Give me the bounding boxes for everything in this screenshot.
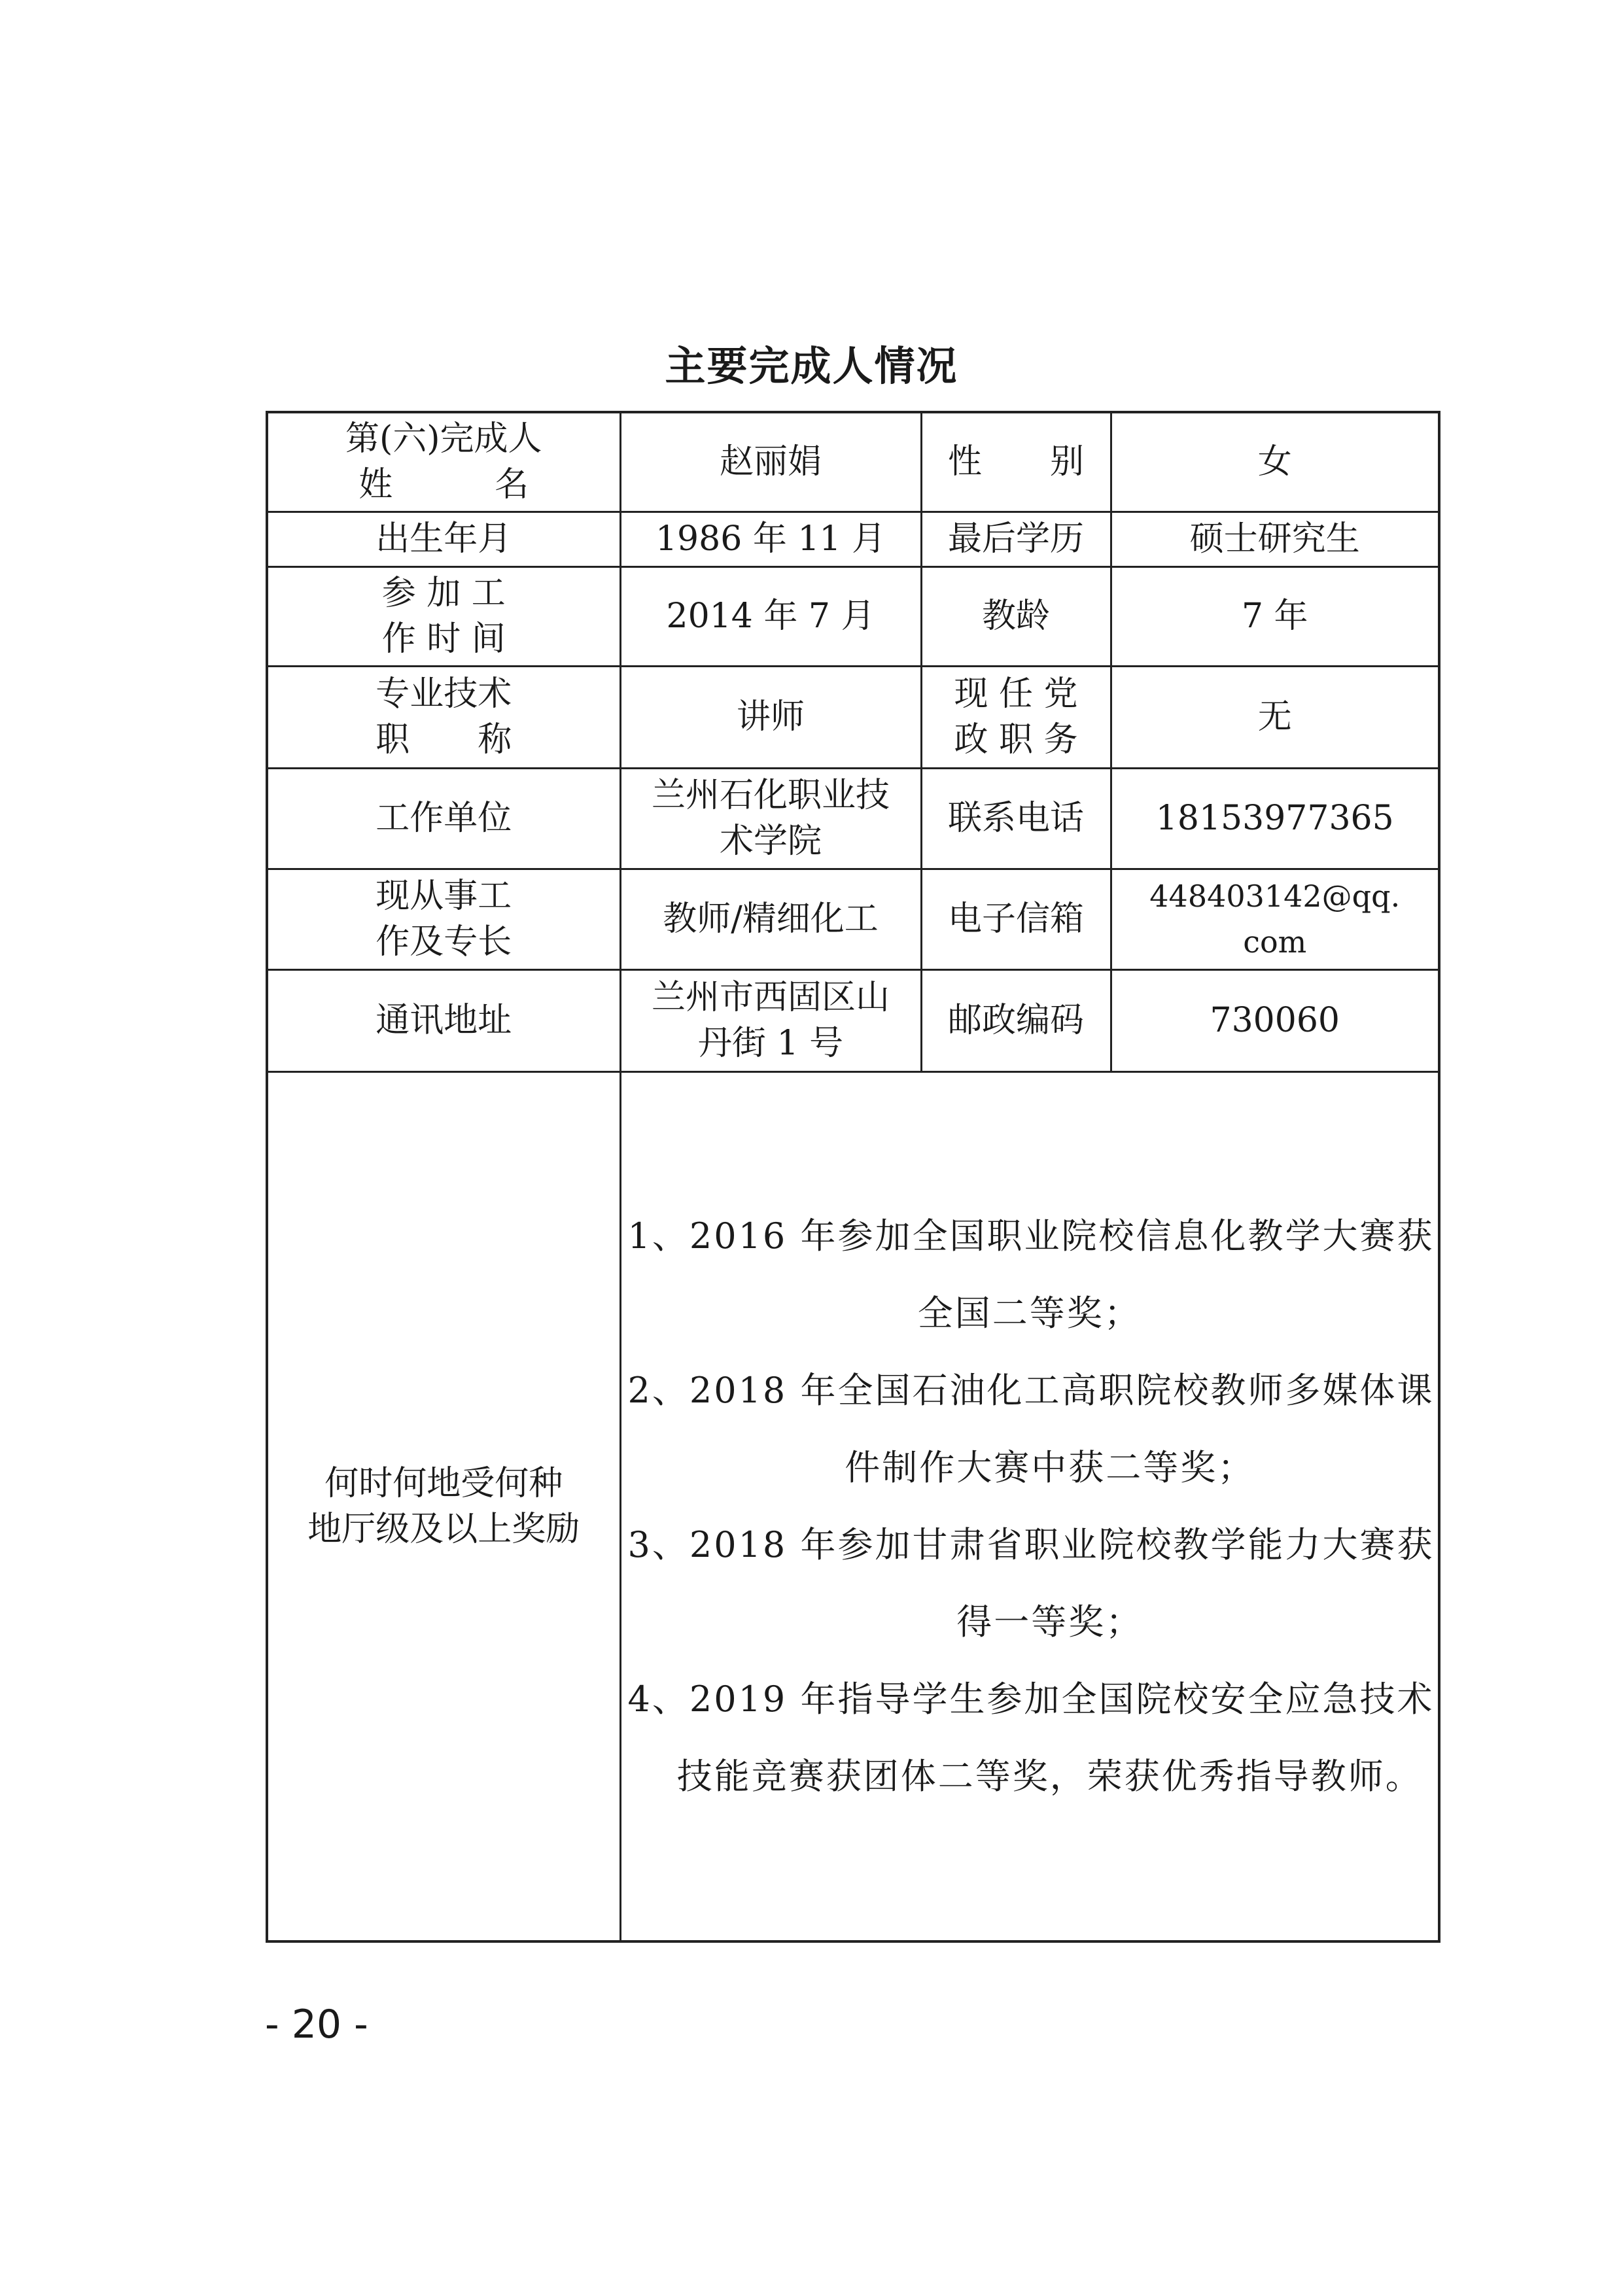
table-row	[267, 869, 1439, 969]
party-post-value: 无	[1111, 666, 1439, 768]
teaching-years-value: 7 年	[1111, 566, 1439, 666]
address-label: 通讯地址	[267, 969, 620, 1071]
award-line2: 得一等奖；	[956, 1601, 1143, 1643]
list-item	[627, 1198, 1435, 1352]
email-value: 448403142@qq. com	[1111, 869, 1439, 969]
awards-label-cell	[267, 1071, 620, 1941]
name-value: 赵丽娟	[620, 412, 921, 512]
name-label-line1: 第(六)完成人	[345, 419, 542, 459]
award-line2: 技能竞赛获团体二等奖，荣获优秀指导教师。	[676, 1755, 1423, 1797]
award-line1: 1、2016 年参加全国职业院校信息化教学大赛获	[627, 1215, 1435, 1257]
address-value-cell	[620, 969, 921, 1071]
personnel-info-table	[266, 411, 1440, 1943]
phone-label: 联系电话	[921, 768, 1111, 869]
awards-label-line1: 何时何地受何种	[324, 1463, 563, 1503]
work-start-label-cell	[267, 566, 620, 666]
work-start-value: 2014 年 7 月	[620, 566, 921, 666]
address-value-line2: 丹街 1 号	[697, 1024, 844, 1063]
party-post-label-line2: 政 职 务	[954, 720, 1078, 759]
employer-value-line1: 兰州石化职业技	[651, 776, 890, 815]
teaching-years-label: 教龄	[921, 566, 1111, 666]
page-number: - 20 -	[265, 2002, 368, 2047]
title-label-line1: 专业技术	[375, 674, 512, 714]
award-line2: 件制作大赛中获二等奖；	[845, 1446, 1255, 1488]
current-work-label-line1: 现从事工	[375, 877, 512, 916]
employer-value-line2: 术学院	[719, 822, 822, 861]
education-label: 最后学历	[921, 512, 1111, 566]
gender-value: 女	[1111, 412, 1439, 512]
phone-value: 18153977365	[1111, 768, 1439, 869]
award-list	[627, 1198, 1435, 1815]
title-label-line2: 职 称	[375, 720, 512, 759]
table-row	[267, 512, 1439, 566]
list-item	[627, 1661, 1435, 1815]
awards-label-line2: 地厅级及以上奖励	[307, 1509, 580, 1549]
gender-label: 性 别	[921, 412, 1111, 512]
party-post-label-cell	[921, 666, 1111, 768]
table-row	[267, 768, 1439, 869]
address-value-line1: 兰州市西固区山	[651, 978, 890, 1017]
current-work-label-line2: 作及专长	[375, 922, 512, 962]
awards-cell	[620, 1071, 1439, 1941]
page-title: 主要完成人情况	[665, 342, 958, 390]
work-start-label-line1: 参 加 工	[381, 574, 506, 613]
postcode-label: 邮政编码	[921, 969, 1111, 1071]
birth-label: 出生年月	[267, 512, 620, 566]
table-row	[267, 412, 1439, 512]
current-work-label-cell	[267, 869, 620, 969]
award-line1: 2、2018 年全国石油化工高职院校教师多媒体课	[627, 1369, 1435, 1411]
table-row	[267, 566, 1439, 666]
employer-label: 工作单位	[267, 768, 620, 869]
list-item	[627, 1352, 1435, 1506]
email-label: 电子信箱	[921, 869, 1111, 969]
list-item	[627, 1506, 1435, 1661]
award-line1: 3、2018 年参加甘肃省职业院校教学能力大赛获	[627, 1523, 1435, 1565]
name-label-line2: 姓 名	[358, 465, 529, 505]
table-row	[267, 666, 1439, 768]
award-line2: 全国二等奖；	[917, 1292, 1142, 1334]
employer-value-cell	[620, 768, 921, 869]
party-post-label-line1: 现 任 党	[954, 674, 1078, 714]
table-row	[267, 1071, 1439, 1941]
postcode-value: 730060	[1111, 969, 1439, 1071]
award-line1: 4、2019 年指导学生参加全国院校安全应急技术	[627, 1678, 1435, 1720]
title-value: 讲师	[620, 666, 921, 768]
work-start-label-line2: 作 时 间	[381, 619, 506, 659]
education-value: 硕士研究生	[1111, 512, 1439, 566]
table-row	[267, 969, 1439, 1071]
title-label-cell	[267, 666, 620, 768]
current-work-value: 教师/精细化工	[620, 869, 921, 969]
name-label-cell	[267, 412, 620, 512]
birth-value: 1986 年 11 月	[620, 512, 921, 566]
